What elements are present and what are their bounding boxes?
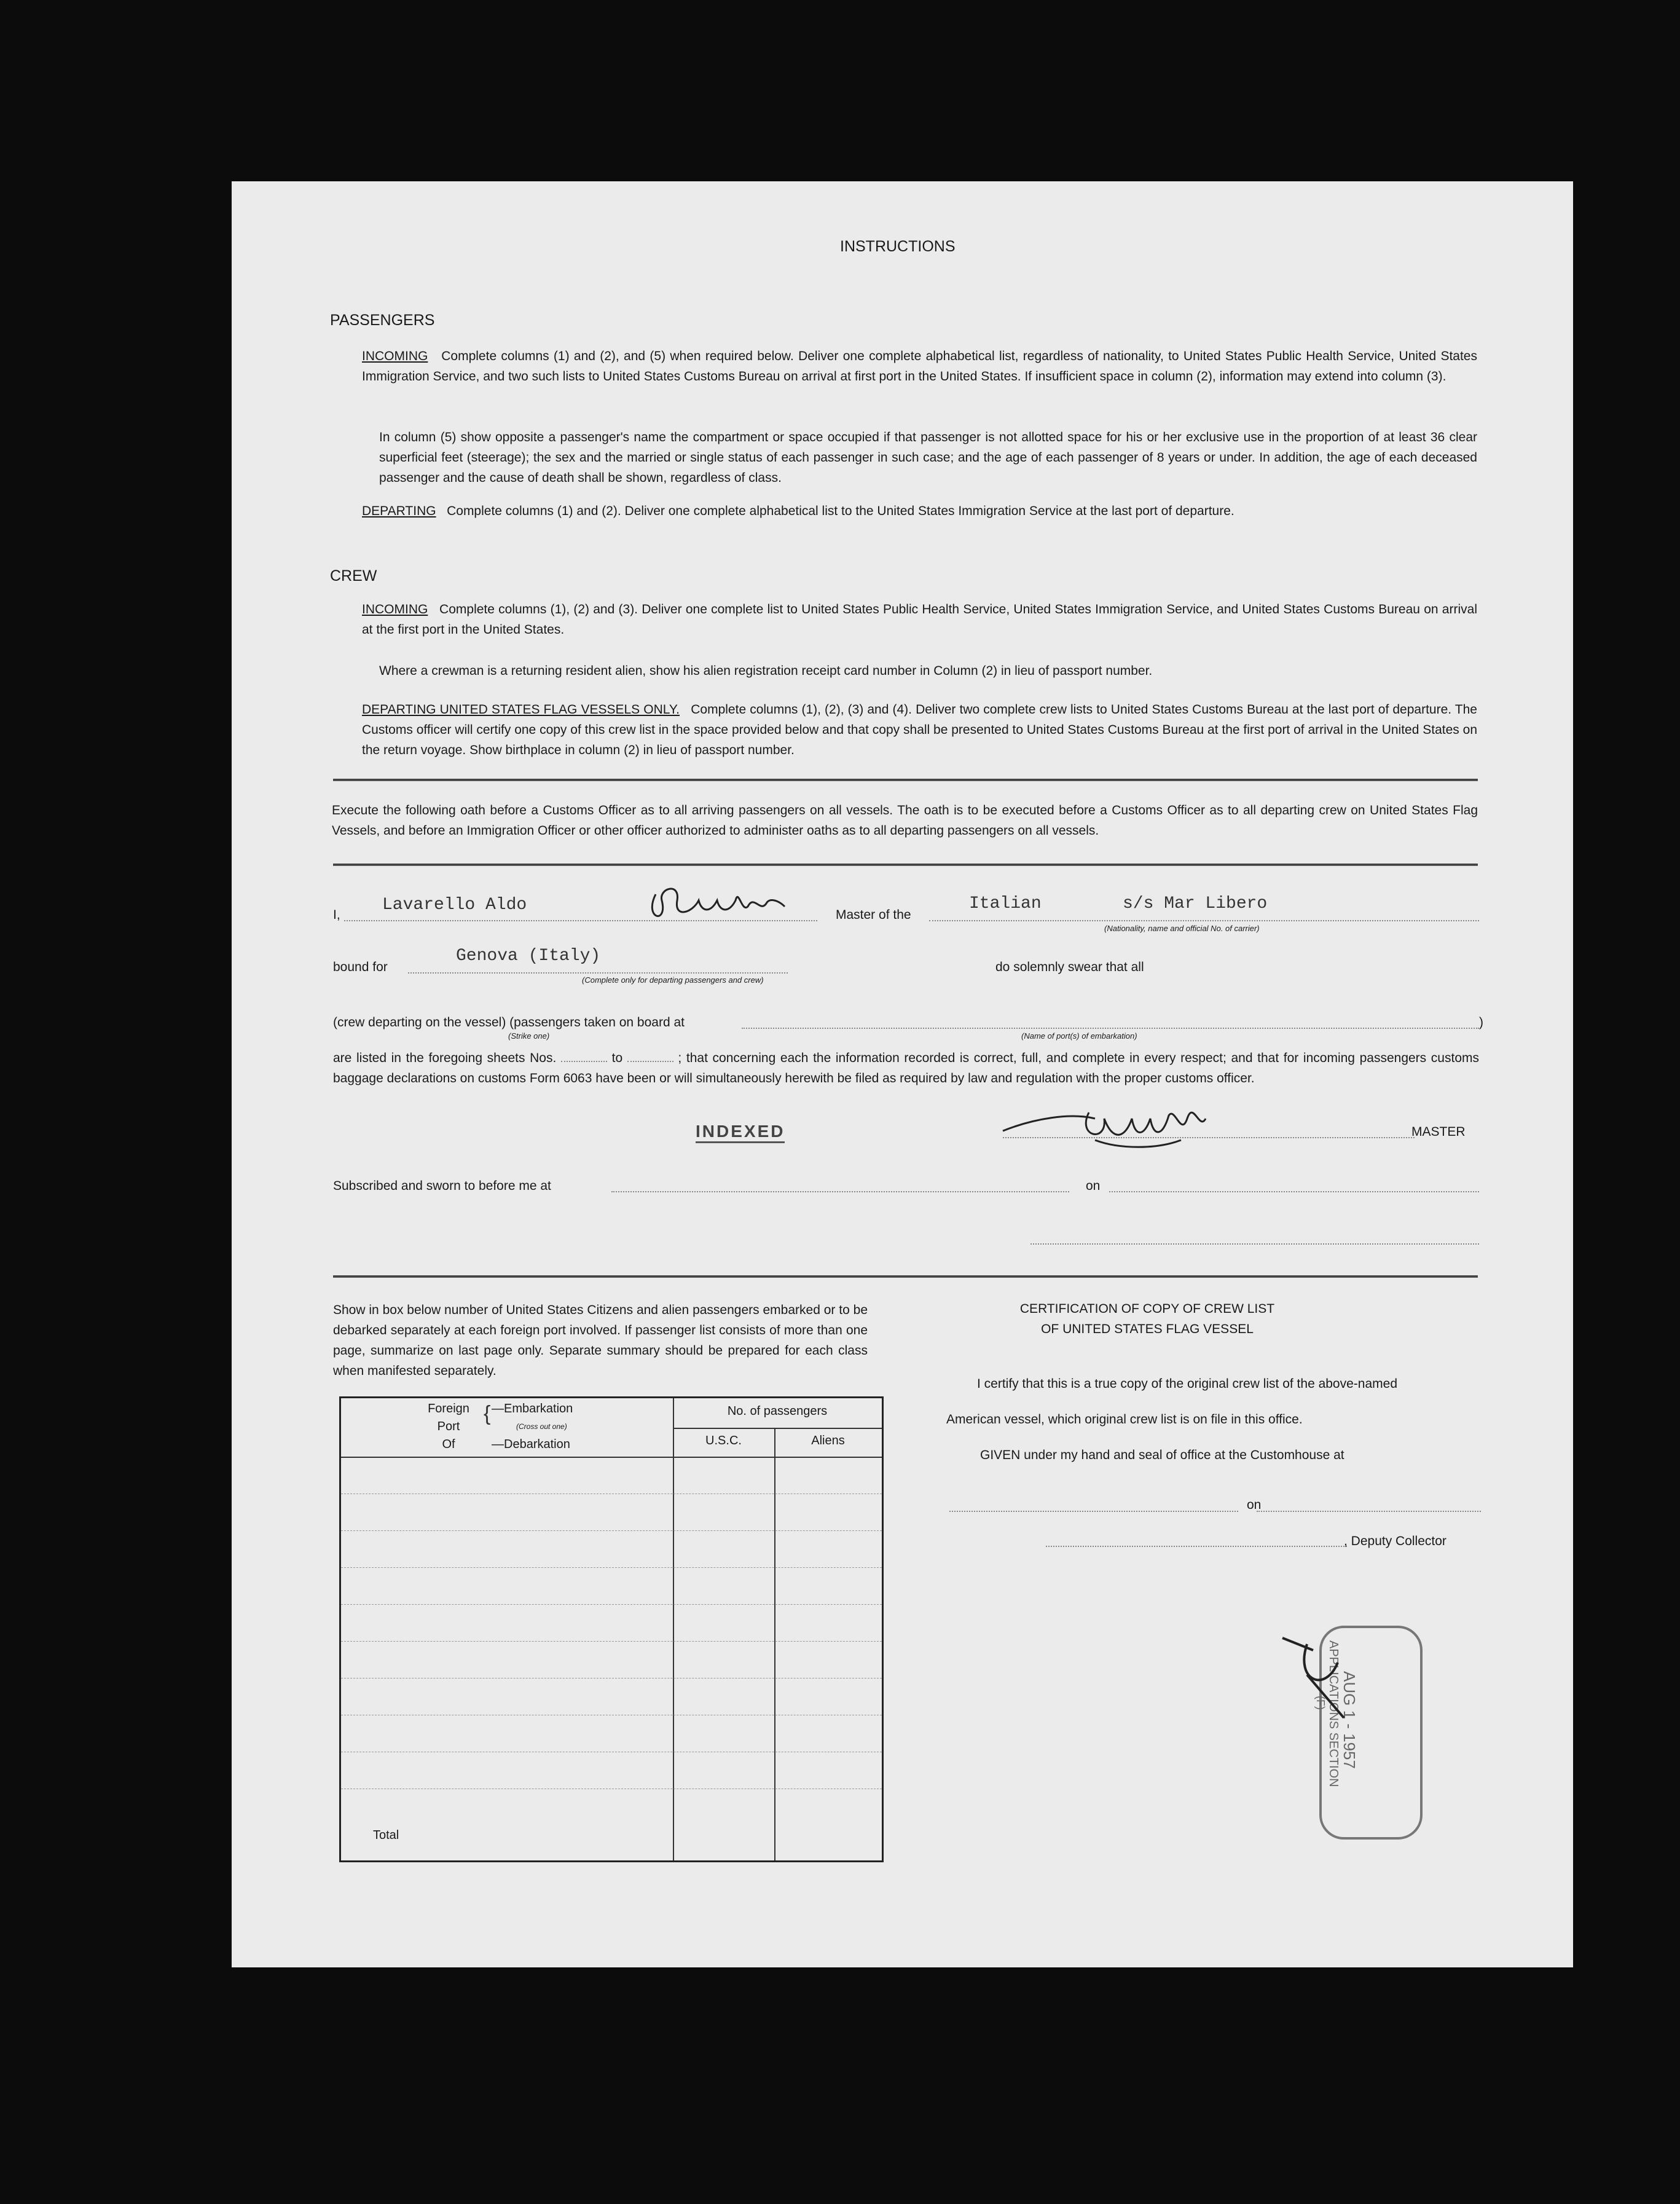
certification-text-1: I certify that this is a true copy of the original crew list of the above-named bbox=[977, 1377, 1397, 1391]
table-row bbox=[341, 1678, 882, 1679]
oath-i-label: I, bbox=[333, 908, 340, 922]
strike-one-caption: (Strike one) bbox=[508, 1031, 550, 1041]
oath-intro: Execute the following oath before a Customs Officer as to all arriving passengers on all vessels. The oath is to be executed before a Customs Officer as to all departing crew on United States Flag Vessels, and before an Immigration Officer or other officer authorized to administer oaths as to all departing passengers on all vessels. bbox=[332, 803, 1478, 838]
port-label: Port bbox=[437, 1420, 460, 1433]
brace: { bbox=[484, 1402, 491, 1425]
listed-to: to bbox=[611, 1051, 623, 1065]
of-label: Of bbox=[442, 1438, 455, 1451]
swear-text: do solemnly swear that all bbox=[995, 960, 1144, 974]
column-divider bbox=[673, 1398, 674, 1860]
vessel-caption: (Nationality, name and official No. of carrier) bbox=[1104, 924, 1260, 933]
divider bbox=[333, 1275, 1478, 1278]
embarkation-port-line bbox=[742, 1028, 1479, 1029]
subscribed-text: Subscribed and sworn to before me at bbox=[333, 1179, 551, 1193]
crew-resident-paragraph: Where a crewman is a returning resident alien, show his alien registration receipt card number in Column (2) in lieu of passport number. bbox=[379, 664, 1153, 678]
aliens-header: Aliens bbox=[811, 1434, 845, 1447]
passenger-summary-table bbox=[339, 1396, 884, 1862]
received-stamp-date: AUG 1 - 1957 bbox=[1340, 1671, 1359, 1769]
passengers-incoming-text: Complete columns (1) and (2), and (5) when required below. Deliver one complete alphabetical list, regardless of nationality, to United States Public Health Service, United States Immigration Service, and two such lists to United States Customs Bureau on arrival at first port in the United States. If insufficient space in column (2), information may extend into column (3). bbox=[362, 349, 1477, 384]
crew-incoming-text: Complete columns (1), (2) and (3). Deliver one complete list to United States Public Health Service, United States Immigration Service, and United States Customs Bureau on arrival at the first port in the United States. bbox=[362, 602, 1477, 637]
deputy-collector-line bbox=[1046, 1546, 1347, 1547]
certification-text-3: GIVEN under my hand and seal of office at the Customhouse at bbox=[980, 1448, 1344, 1462]
subscribed-on-label: on bbox=[1086, 1179, 1101, 1193]
destination-line bbox=[408, 972, 788, 974]
master-signature-line bbox=[1003, 1137, 1415, 1138]
table-row bbox=[341, 1641, 882, 1642]
crew-departing-label: DEPARTING UNITED STATES FLAG VESSELS ONLY. bbox=[362, 703, 680, 717]
customhouse-line bbox=[949, 1511, 1238, 1512]
passengers-departing-paragraph bbox=[362, 501, 1477, 521]
indexed-stamp: INDEXED bbox=[696, 1122, 785, 1143]
crew-heading: CREW bbox=[330, 567, 377, 584]
master-label: MASTER bbox=[1411, 1125, 1466, 1139]
deputy-collector-label: , Deputy Collector bbox=[1344, 1534, 1446, 1548]
foreign-label: Foreign bbox=[428, 1402, 469, 1415]
passengers-incoming-label: INCOMING bbox=[362, 349, 428, 363]
foreign-port-label bbox=[421, 1400, 476, 1454]
passengers-heading: PASSENGERS bbox=[330, 312, 435, 329]
crew-passengers-text: (crew departing on the vessel) (passengers taken on board at bbox=[333, 1015, 685, 1029]
close-paren: ) bbox=[1479, 1015, 1483, 1029]
no-passengers-header: No. of passengers bbox=[727, 1404, 828, 1418]
vessel-line bbox=[929, 920, 1479, 921]
table-row bbox=[341, 1567, 882, 1568]
table-row bbox=[341, 1604, 882, 1605]
header-bottom bbox=[341, 1457, 882, 1458]
cross-out-label: (Cross out one) bbox=[516, 1422, 567, 1431]
passengers-departing-text: Complete columns (1) and (2). Deliver one complete alphabetical list to the United States Immigration Service at the last port of departure. bbox=[447, 504, 1234, 518]
embarkation-label: —Embarkation bbox=[492, 1402, 573, 1415]
column-divider bbox=[774, 1428, 775, 1860]
crew-departing-paragraph bbox=[362, 699, 1477, 760]
port-caption: (Name of port(s) of embarkation) bbox=[1021, 1031, 1137, 1041]
vessel-nationality: Italian bbox=[969, 894, 1042, 913]
certification-title bbox=[944, 1299, 1350, 1339]
passengers-departing-label: DEPARTING bbox=[362, 504, 436, 518]
subscribed-date-line bbox=[1109, 1191, 1479, 1192]
page-title: INSTRUCTIONS bbox=[840, 238, 956, 255]
listed-text-2: ; that concerning each the information recorded is correct, full, and complete in every respect; and that for incoming passengers customs baggage declarations on customs Form 6063 have been or will simultaneously herewith be filed as required by law and regulation with the proper customs officer. bbox=[333, 1051, 1479, 1085]
certification-title-2: OF UNITED STATES FLAG VESSEL bbox=[1041, 1322, 1254, 1336]
embark-debark-label bbox=[492, 1400, 573, 1454]
destination: Genova (Italy) bbox=[456, 947, 601, 966]
certification-title-1: CERTIFICATION OF COPY OF CREW LIST bbox=[1019, 1302, 1275, 1316]
divider bbox=[333, 864, 1478, 866]
subscribed-place-line bbox=[611, 1191, 1069, 1192]
passengers-incoming-paragraph bbox=[362, 346, 1477, 387]
master-of-label: Master of the bbox=[836, 908, 911, 922]
received-stamp-code: (F) bbox=[1314, 1696, 1327, 1710]
crew-incoming-paragraph bbox=[362, 599, 1477, 640]
vessel-name: s/s Mar Libero bbox=[1123, 894, 1268, 913]
listed-paragraph bbox=[333, 1048, 1479, 1088]
total-label: Total bbox=[373, 1828, 399, 1842]
debarkation-label: —Debarkation bbox=[492, 1438, 570, 1451]
listed-text-1: are listed in the foregoing sheets Nos. bbox=[333, 1051, 557, 1065]
received-stamp-section: APPLICATIONS SECTION bbox=[1327, 1640, 1340, 1787]
master-signature-bottom bbox=[997, 1082, 1255, 1162]
certification-on-label: on bbox=[1247, 1498, 1262, 1512]
sheet-from-blank bbox=[561, 1061, 607, 1062]
destination-caption: (Complete only for departing passengers and crew) bbox=[582, 975, 764, 985]
certification-text-2: American vessel, which original crew list is on file in this office. bbox=[946, 1412, 1303, 1427]
passengers-column5-paragraph: In column (5) show opposite a passenger's name the compartment or space occupied if that passenger is not allotted space for his or her exclusive use in the proportion of at least 36 clear superficial feet (steerage); the sex and the married or single status of each passenger in such case; and the age of each passenger of 8 years or under. In addition, the age of each deceased passenger and the cause of death shall be shown, regardless of class. bbox=[379, 430, 1477, 485]
header-divider bbox=[673, 1428, 882, 1429]
usc-header: U.S.C. bbox=[705, 1434, 742, 1447]
crew-incoming-label: INCOMING bbox=[362, 602, 428, 616]
initials-mark bbox=[1270, 1626, 1356, 1724]
master-name: Lavarello Aldo bbox=[382, 895, 527, 915]
summary-intro: Show in box below number of United States Citizens and alien passengers embarked or to be debarked separately at each foreign port involved. If passenger list consists of more than one page, summarize on last page only. Separate summary should be prepared for each class when manifested separately. bbox=[333, 1303, 868, 1378]
table-row bbox=[341, 1530, 882, 1531]
certification-date-line bbox=[1257, 1511, 1481, 1512]
master-signature bbox=[631, 876, 815, 931]
document-page bbox=[232, 181, 1573, 1967]
sheet-to-blank bbox=[627, 1061, 673, 1062]
bound-for-label: bound for bbox=[333, 960, 388, 974]
officer-signature-line bbox=[1030, 1243, 1479, 1245]
crew-departing-text: Complete columns (1), (2), (3) and (4). Deliver two complete crew lists to United States Customs Bureau at the last port of departure. The Customs officer will certify one copy of this crew list in the space provided below and that copy shall be presented to United States Customs Bureau at the first port of arrival in the United States on the return voyage. Show birthplace in column (2) in lieu of passport number. bbox=[362, 703, 1477, 757]
divider bbox=[333, 779, 1478, 781]
